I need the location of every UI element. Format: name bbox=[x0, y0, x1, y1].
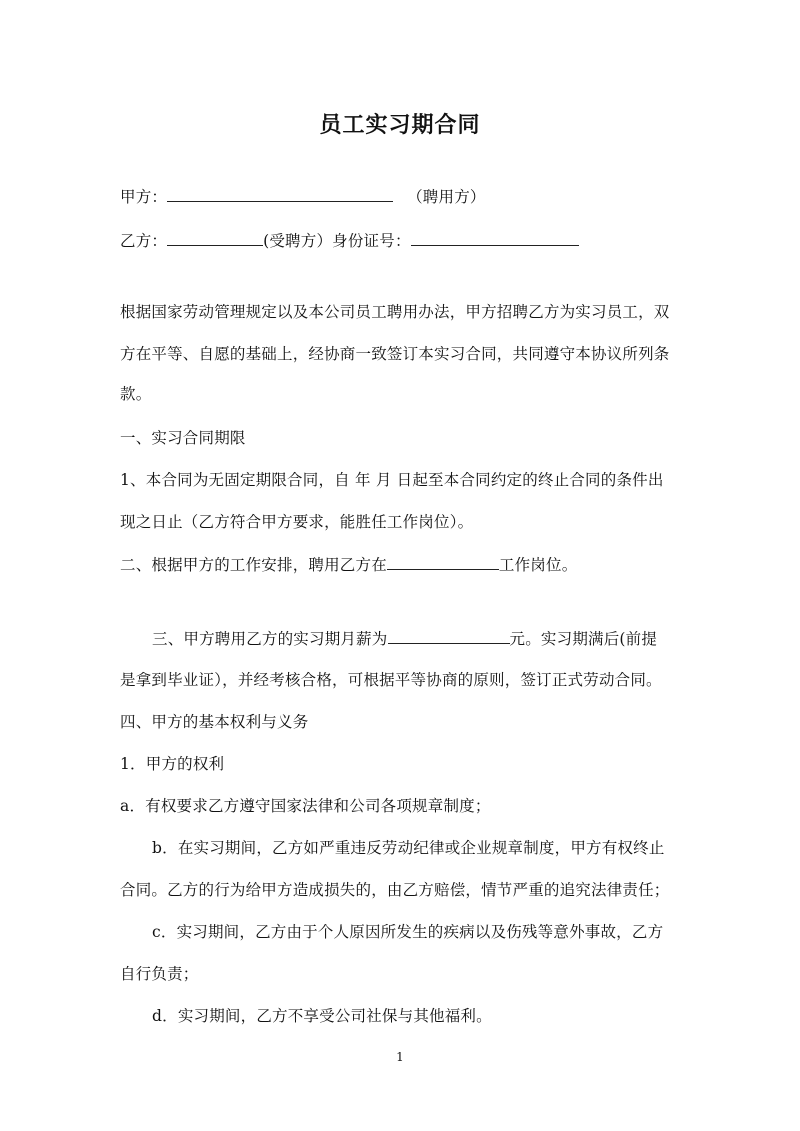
intro-line-3: 款。 bbox=[120, 385, 152, 403]
item-c-line-2: 自行负责； bbox=[120, 965, 199, 983]
position-blank[interactable] bbox=[387, 554, 499, 570]
section-3-suffix: 元。实习期满后(前提 bbox=[509, 630, 658, 648]
intro-line-1: 根据国家劳动管理规定以及本公司员工聘用办法，甲方招聘乙方为实习员工，双 bbox=[120, 303, 670, 321]
section-3-line-1 bbox=[152, 628, 657, 649]
section-4-sub-1: 1．甲方的权利 bbox=[120, 755, 225, 773]
item-b-line-2: 合同。乙方的行为给甲方造成损失的，由乙方赔偿，情节严重的追究法律责任； bbox=[120, 881, 670, 899]
section-3-line-2: 是拿到毕业证），并经考核合格，可根据平等协商的原则，签订正式劳动合同。 bbox=[120, 671, 662, 689]
section-1-item-1-line-2: 现之日止（乙方符合甲方要求，能胜任工作岗位）。 bbox=[120, 513, 474, 531]
section-1-heading: 一、实习合同期限 bbox=[120, 429, 246, 447]
id-number-blank[interactable] bbox=[411, 230, 579, 246]
item-a: a．有权要求乙方遵守国家法律和公司各项规章制度； bbox=[120, 797, 491, 815]
party-a-note: （聘用方） bbox=[407, 188, 486, 206]
section-2-line bbox=[120, 554, 577, 575]
party-b-line bbox=[120, 230, 579, 251]
party-b-name-blank[interactable] bbox=[167, 230, 263, 246]
item-b-line-1: b．在实习期间，乙方如严重违反劳动纪律或企业规章制度，甲方有权终止 bbox=[152, 839, 665, 857]
item-d: d．实习期间，乙方不享受公司社保与其他福利。 bbox=[152, 1007, 492, 1025]
intro-line-2: 方在平等、自愿的基础上，经协商一致签订本实习合同，共同遵守本协议所列条 bbox=[120, 345, 670, 363]
salary-blank[interactable] bbox=[388, 628, 510, 644]
document-title: 员工实习期合同 bbox=[319, 112, 481, 138]
page-number: 1 bbox=[396, 1050, 404, 1064]
party-b-note: (受聘方）身份证号： bbox=[263, 232, 411, 250]
section-2-prefix: 二、根据甲方的工作安排，聘用乙方在 bbox=[120, 556, 387, 574]
item-c-line-1: c．实习期间，乙方由于个人原因所发生的疾病以及伤残等意外事故，乙方 bbox=[152, 923, 664, 941]
section-4-heading: 四、甲方的基本权利与义务 bbox=[120, 713, 309, 731]
party-a-line bbox=[120, 186, 486, 207]
section-1-item-1-line-1: 1、本合同为无固定期限合同，自 年 月 日起至本合同约定的终止合同的条件出 bbox=[120, 471, 664, 489]
party-b-label: 乙方： bbox=[120, 232, 168, 250]
section-3-prefix: 三、甲方聘用乙方的实习期月薪为 bbox=[152, 630, 388, 648]
section-2-suffix: 工作岗位。 bbox=[498, 556, 578, 574]
party-a-name-blank[interactable] bbox=[167, 186, 393, 202]
party-a-label: 甲方： bbox=[120, 188, 168, 206]
